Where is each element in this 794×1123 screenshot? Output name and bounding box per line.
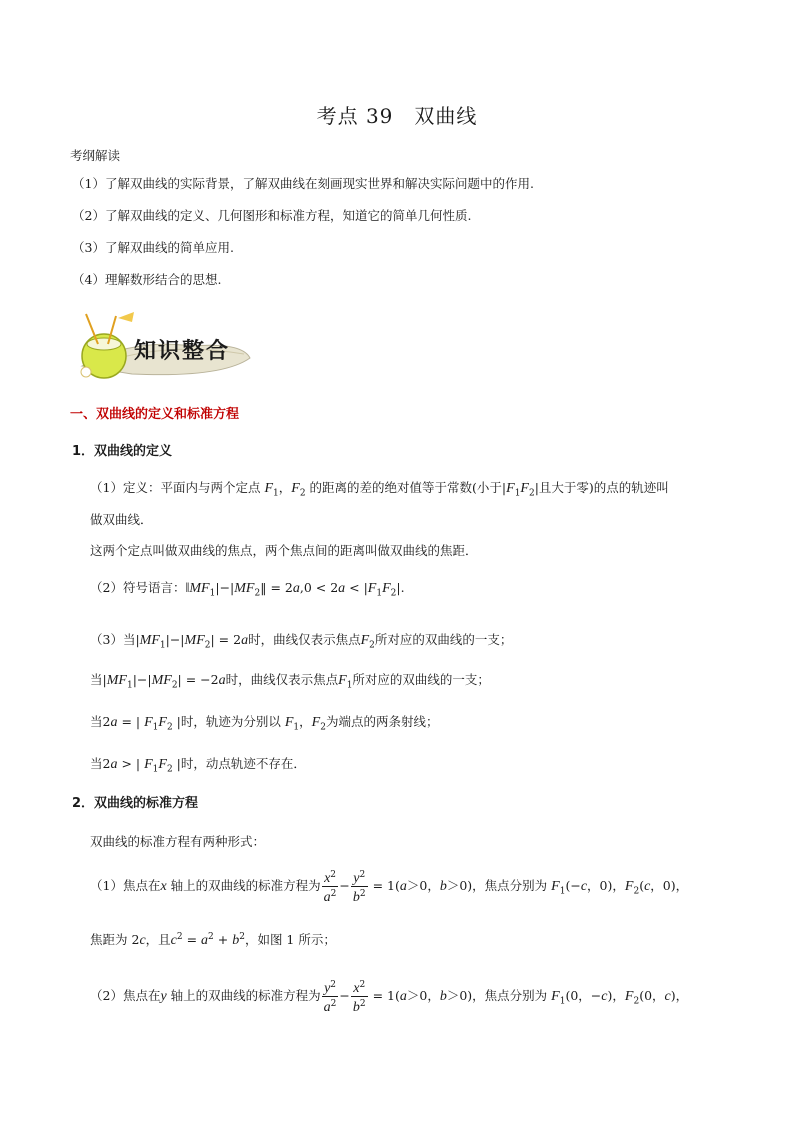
outline-item: （3）了解双曲线的简单应用. <box>72 240 234 255</box>
outline-item: （1）了解双曲线的实际背景，了解双曲线在刻画现实世界和解决实际问题中的作用. <box>72 176 534 191</box>
condition-line: 当$|MF_1|-|MF_2| = -2a$时，曲线仅表示焦点$F_1$所对应的双曲线的一支； <box>90 672 490 691</box>
y-axis-equation-line: （2）焦点在y 轴上的双曲线的标准方程为 $\frac{y^2}{a^2}$ − $\frac{x^2}{b^2}$ = 1(a＞0，b＞0)，焦点分别为 $F_1(0$，−c)，$F_2(0$，c)， <box>90 980 689 1016</box>
page-title: 考点 39 双曲线 <box>316 104 478 128</box>
definition-line: （1）定义：平面内与两个定点 $F_1$，$F_2$ 的距离的差的绝对值等于常数(小于$|F_1F_2|$且大于零)的点的轨迹叫 <box>90 480 669 499</box>
symbol-line: （2）符号语言：$‖MF_1|-|MF_2‖ = 2a,0 < 2a < |F_1F_2|$. <box>90 580 405 599</box>
condition-line: （3）当$|MF_1|-|MF_2| = 2a$时，曲线仅表示焦点$F_2$所对应的双曲线的一支； <box>90 632 513 651</box>
condition-line: 当2a = | $F_1F_2$ |时，轨迹为分别以 $F_1$，$F_2$为端点的两条射线； <box>90 714 439 733</box>
condition-line: 当2a > | $F_1F_2$ |时，动点轨迹不存在． <box>90 756 306 775</box>
banner-title: 知识整合 <box>134 339 231 364</box>
x-axis-equation-line: （1）焦点在x 轴上的双曲线的标准方程为 $\frac{x^2}{a^2}$ − $\frac{y^2}{b^2}$ = 1(a＞0，b＞0)，焦点分别为 $F_1(-c$，0)，$F_2(c$，0)， <box>90 870 689 906</box>
definition-line: 做双曲线． <box>90 512 153 527</box>
outline-label: 考纲解读 <box>70 148 121 163</box>
subsection-heading: 1．双曲线的定义 <box>72 444 173 459</box>
standard-intro: 双曲线的标准方程有两种形式： <box>90 834 266 849</box>
knowledge-banner <box>72 308 254 384</box>
subsection-heading: 2．双曲线的标准方程 <box>72 796 199 811</box>
section-heading: 一、双曲线的定义和标准方程 <box>70 407 240 422</box>
outline-item: （2）了解双曲线的定义、几何图形和标准方程，知道它的简单几何性质. <box>72 208 472 223</box>
outline-item: （4）理解数形结合的思想. <box>72 272 222 287</box>
definition-line: 这两个定点叫做双曲线的焦点，两个焦点间的距离叫做双曲线的焦距． <box>90 543 478 558</box>
focal-line: 焦距为 2c，且$c^2 = a^2 + b^2$，如图 1 所示； <box>90 931 336 948</box>
